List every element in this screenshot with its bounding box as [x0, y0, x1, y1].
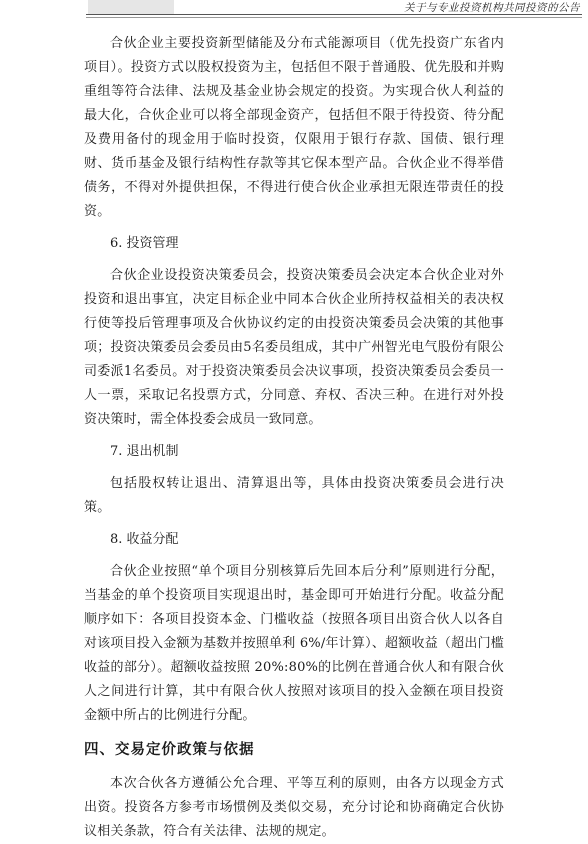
page-header-title: 关于与专业投资机构共同投资的公告 — [404, 2, 580, 14]
paragraph-exit: 包括股权转让退出、清算退出等，具体由投资决策委员会进行决策。 — [84, 476, 504, 515]
document-body — [84, 32, 504, 844]
section-title-pricing-policy: 四、交易定价政策与依据 — [84, 742, 255, 758]
paragraph-investment-committee: 合伙企业设投资决策委员会，投资决策委员会决定本合伙企业对外投资和退出事宜，决定目标企业中同本合伙企业所持权益相关的表决权行使等投后管理事项及合伙协议约定的由投资决策委员会决策的其他事项；投资决策委员会委员由5名委员组成，其中广州智光电气股份有限公司委派1名委员。对于投资决策委员会决议事项，投资决策委员会委员一人一票，采取记名投票方式，分同意、弃权、否决三种。在进行对外投资决策时，需全体投委会成员一致同意。 — [84, 268, 504, 427]
paragraph-investment-scope: 合伙企业主要投资新型储能及分布式能源项目（优先投资广东省内项目）。投资方式以股权投资为主，包括但不限于普通股、优先股和并购重组等符合法律、法规及基金业协会规定的投资。为实现合伙人利益的最大化，合伙企业可以将全部现金资产，包括但不限于待投资、待分配及费用备付的现金用于临时投资，仅限用于银行存款、国债、银行理财、货币基金及银行结构性存款等其它保本型产品。合伙企业不得举借债务，不得对外提供担保，不得进行使合伙企业承担无限连带责任的投资。 — [84, 36, 504, 219]
heading-profit-distribution: 8. 收益分配 — [110, 532, 179, 547]
heading-investment-management: 6. 投资管理 — [110, 236, 179, 251]
paragraph-profit-distribution: 合伙企业按照“单个项目分别核算后先回本后分利”原则进行分配，当基金的单个投资项目实现退出时，基金即可开始进行分配。收益分配顺序如下：各项目投资本金、门槛收益（按照各项目出资合伙人以各自对该项目投入金额为基数并按照单利 6%/年计算）、超额收益（超出门槛收益的部分）。超额收益按照 20%:80%的比例在普通合伙人和有限合伙人之间进行计算，其中有限合伙人按照对该项目的投入金额在项目投资金额中所占的比例进行分配。 — [84, 564, 504, 723]
paragraph-pricing-policy: 本次合伙各方遵循公允合理、平等互利的原则，由各方以现金方式出资。投资各方参考市场惯例及类似交易，充分讨论和协商确定合伙协议相关条款，符合有关法律、法规的规定。 — [84, 776, 504, 839]
company-logo — [88, 0, 174, 15]
header-divider-thin — [86, 17, 582, 18]
heading-exit-mechanism: 7. 退出机制 — [110, 444, 179, 459]
header-divider — [86, 14, 582, 15]
